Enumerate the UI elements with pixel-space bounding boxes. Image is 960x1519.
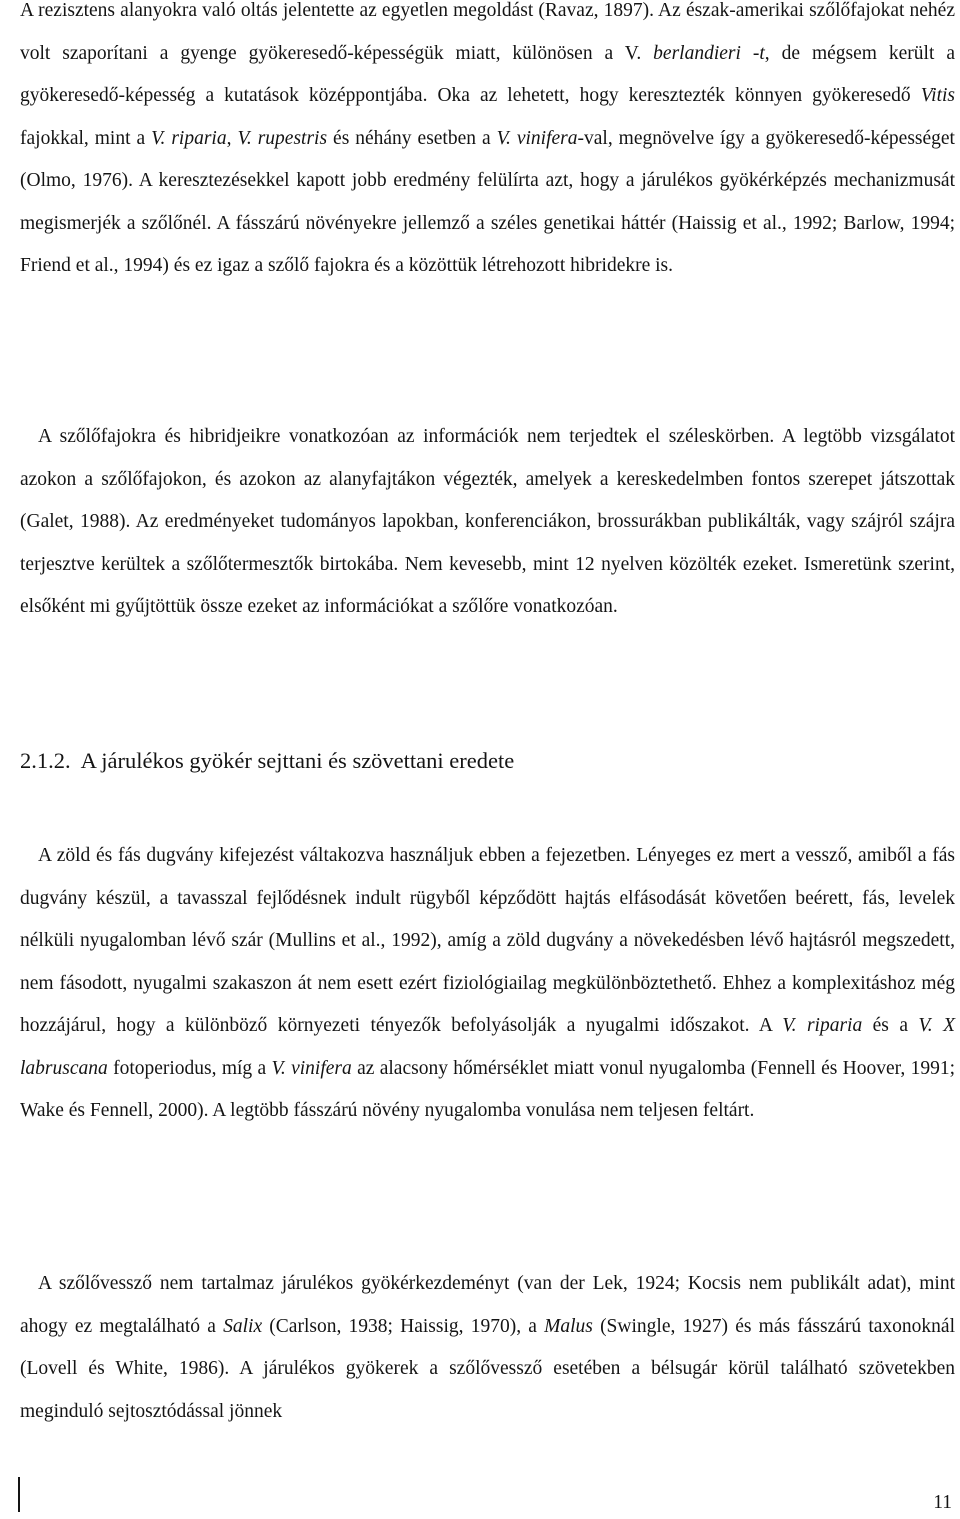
species-name: V. vinifera xyxy=(271,1057,352,1079)
text-cursor xyxy=(18,1477,20,1512)
species-name: V. vinifera xyxy=(496,127,578,149)
text-run: (Swingle, 1927) és más fásszárú taxonoknál (Lovell és White, 1986). A járulékos gyökerek a szőlővessző esetében a bélsugár körül található szövetekben meginduló sejtosztódással jönnek xyxy=(20,1315,955,1422)
paragraph-grape-information xyxy=(20,416,955,629)
text-run: , xyxy=(226,127,238,149)
text-run: fotoperiodus, míg a xyxy=(107,1057,272,1079)
genus-name: Salix xyxy=(223,1315,263,1337)
species-name: V. riparia xyxy=(782,1015,863,1036)
text-run: A szőlővessző nem tartalmaz járulékos gyökérkezdeményt (van der Lek, 1924; Kocsis nem publikált adat), mint ahogy ez megtalálható a xyxy=(20,1273,955,1337)
paragraph-root-primordia xyxy=(20,1263,955,1433)
text-run: A szőlőfajokra és hibridjeikre vonatkozóan az információk nem terjedtek el széleskörben. A legtöbb vizsgálatot azokon a szőlőfajokon, és azokon az alanyfajtákon végezték, amelyek a kereskedelmben fontos szerepet játszottak (Galet, 1988). Az eredményeket tudományos lapokban, konferenciákon, brossurákban publikálták, vagy szájról szájra terjesztve kerültek a szőlőtermesztők birtokába. Nem kevesebb, mint 12 nyelven közölték ezeket. Ismeretünk szerint, elsőként mi gyűjtöttük össze ezeket az információkat a szőlőre vonatkozóan. xyxy=(20,426,955,617)
genus-name: Vitis xyxy=(920,85,955,106)
paragraph-cutting-definitions xyxy=(20,835,955,1133)
text-run: -val, megnövelve így a gyökeresedő-képességet (Olmo, 1976). A keresztezésekkel kapott jobb eredmény felülírta azt, hogy a járulékos gyökérképzés mechanizmusát megismerjék a szőlőnél. A fásszárú növényekre jellemző a széles genetikai háttér (Haissig et al., 1992; Barlow, 1994; Friend et al., 1994) és ez igaz a szőlő fajokra és a közöttük létrehozott hibridekre is. xyxy=(20,127,955,276)
species-name: berlandieri xyxy=(653,42,741,64)
text-run: fajokkal, mint a xyxy=(20,127,152,149)
text-run: és néhány esetben a xyxy=(327,127,497,149)
text-run: A zöld és fás dugvány kifejezést váltakozva használjuk ebben a fejezetben. Lényeges ez mert a vessző, amiből a fás dugvány készül, a tavasszal fejlődésnek indult rügyből képződött hajtás elfásodását követően beérett, fás, levelek nélküli nyugalomban lévő szár (Mullins et al., 1992), amíg a zöld dugvány a növekedésben lévő hajtásról megszedett, nem fásodott, nyugalmi szakaszon át nem esett ezért fiziológiailag megkülönböztethető. Ehhez a komplexitáshoz még hozzájárul, hogy a különböző környezeti tényezők befolyásolják a nyugalmi időszakot. A xyxy=(20,845,955,1036)
section-number: 2.1.2. xyxy=(20,748,71,773)
text-run: A rezisztens alanyokra való oltás jelentette az egyetlen megoldást (Ravaz, 1897). Az észak-amerikai szőlőfajokat nehéz volt szaporítani a gyenge gyökeresedő-képességük miatt, különösen a V. xyxy=(20,0,955,64)
italic-suffix: t xyxy=(759,42,765,64)
genus-name: Malus xyxy=(544,1315,593,1337)
text-run: - xyxy=(740,42,760,64)
text-run: (Carlson, 1938; Haissig, 1970), a xyxy=(262,1315,545,1337)
section-title: A járulékos gyökér sejttani és szövettani eredete xyxy=(80,748,515,773)
species-name: V. rupestris xyxy=(237,127,328,149)
page-number: 11 xyxy=(933,1492,952,1513)
paragraph-rootstock-grafting xyxy=(20,0,955,288)
section-heading xyxy=(20,745,514,777)
species-name: V. riparia xyxy=(151,127,227,149)
text-run: , de mégsem került a gyökeresedő-képesség a kutatások középpontjába. Oka az lehetett, hogy keresztezték könnyen gyökeresedő xyxy=(20,42,955,106)
text-run: az alacsony hőmérséklet miatt vonul nyugalomba (Fennell és Hoover, 1991; Wake és Fennell, 2000). A legtöbb fásszárú növény nyugalomba vonulása nem teljesen feltárt. xyxy=(20,1057,955,1121)
text-run: és a xyxy=(862,1015,919,1036)
species-name: V. X labruscana xyxy=(20,1015,956,1079)
